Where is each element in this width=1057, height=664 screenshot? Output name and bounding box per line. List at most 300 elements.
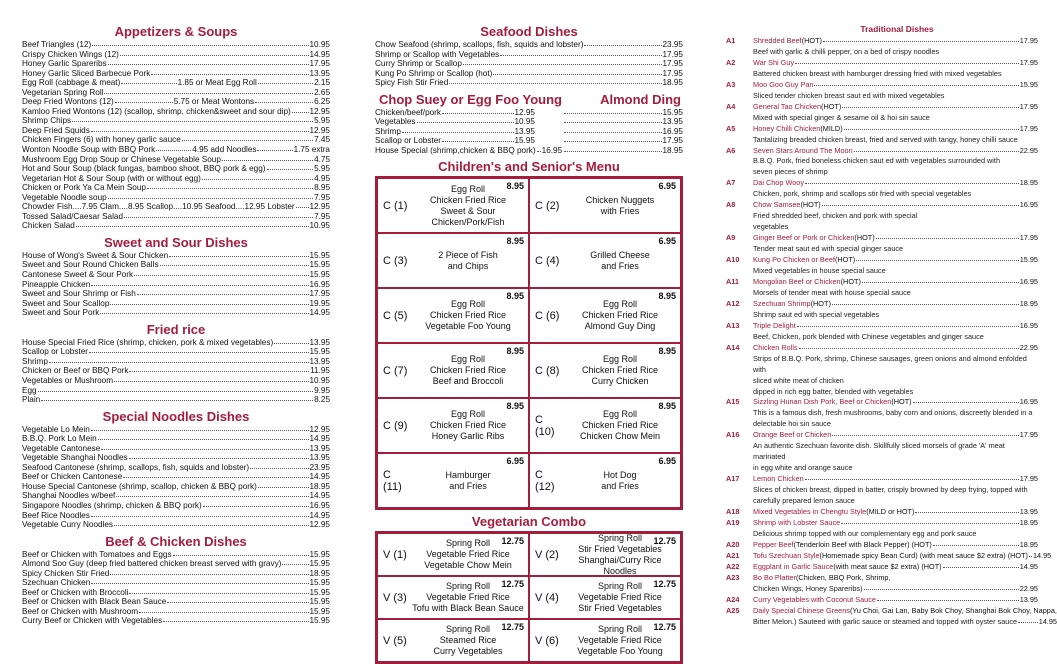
item-name: Chicken Fingers (6) with honey garlic sauce — [22, 135, 181, 145]
almond-ding-row — [563, 127, 683, 137]
item-name: Dai Chop Wooy — [753, 178, 804, 188]
item-name: Chicken Salad — [22, 221, 75, 231]
combo-code: C (10) — [535, 413, 555, 438]
item-price: 17.95 — [309, 289, 330, 299]
leader-dots — [91, 430, 309, 431]
item-price-option: 1.85 or Meat Egg Roll — [177, 78, 257, 88]
item-price: 17.95 — [1019, 123, 1038, 133]
leader-dots — [274, 343, 308, 344]
item-description: Strips of B.B.Q. Pork, shrimp, Chinese sausages, green onions and almond enfolded with — [753, 353, 1027, 374]
item-name: Sweet and Sour Round Chicken Balls — [22, 260, 159, 270]
item-price: 15.95 — [309, 597, 330, 607]
almond-ding-price: 17.95 — [662, 136, 683, 146]
leader-dots — [108, 64, 309, 65]
item-price: 18.95 — [309, 481, 330, 491]
combo-c-9 — [377, 398, 529, 453]
leader-dots — [114, 381, 308, 382]
traditional-item-a12 — [726, 299, 1038, 321]
leader-dots — [564, 151, 662, 152]
combo-item: Egg Roll — [450, 183, 486, 194]
item-name: Mixed Vegetables in Chengtu Style — [753, 506, 867, 516]
traditional-item-a25 — [726, 605, 1057, 628]
section-title-almond-ding: Almond Ding — [600, 91, 681, 107]
combo-code: V (6) — [535, 634, 559, 647]
item-name: Honey Chilli Chicken — [753, 123, 821, 133]
section-title-veg: Vegetarian Combo — [471, 514, 587, 530]
item-description: Bitter Melon.) Sauteed with garlic sauce or steamed and topped with oyster sauce 14.95 — [753, 616, 1057, 626]
leader-dots — [255, 102, 313, 103]
item-note: (Yu Choi, Gai Lan, Baby Bok Choy, Shanghai Bok Choy, Nappa, — [849, 605, 1057, 615]
item-price: 18.95 — [662, 78, 683, 88]
menu-item-row — [22, 550, 330, 560]
section-title-beef-chicken-dishes: Beef & Chicken Dishes — [105, 533, 247, 549]
item-code: A20 — [726, 539, 740, 549]
leader-dots — [72, 121, 313, 122]
item-description: Delicious shrimp topped with our complementary egg and pork sauce — [753, 528, 977, 538]
section-title-special-noodles-dishes: Special Noodles Dishes — [102, 408, 250, 424]
leader-dots — [129, 371, 309, 372]
leader-dots — [832, 304, 1019, 305]
leader-dots — [584, 45, 661, 46]
veg-combo-grid — [375, 531, 683, 664]
item-code: A12 — [726, 298, 740, 308]
item-price: 22.95 — [1019, 342, 1038, 352]
combo-items — [412, 354, 528, 387]
combo-item: Chicken Fried Rice — [429, 194, 507, 205]
item-name: Beef or Chicken Cantonese — [22, 472, 123, 482]
leader-dots — [147, 188, 313, 189]
menu-item-row — [22, 607, 330, 617]
combo-item: Stir Fried Vegetables — [578, 543, 662, 554]
combo-code: C (5) — [383, 309, 408, 322]
leader-dots — [121, 83, 176, 84]
item-price: 19.95 — [309, 298, 330, 308]
leader-dots — [822, 205, 1019, 206]
item-name: Shrimp — [375, 126, 401, 136]
combo-price: 6.95 — [658, 456, 676, 467]
combo-code: C (9) — [383, 419, 408, 432]
traditional-item-a18 — [726, 507, 1038, 518]
combo-item: Chicken Fried Rice — [581, 310, 659, 321]
combo-item: Vegetable Fried Rice — [578, 592, 662, 603]
combo-item: Vegetable Fried Rice — [426, 549, 510, 560]
combo-items — [564, 250, 680, 272]
item-price: 13.95 — [1019, 506, 1038, 516]
item-price: 16.95 — [541, 145, 563, 155]
item-price: 14.95 — [309, 510, 330, 520]
menu-item-row — [22, 520, 330, 530]
item-name: Vegetable Noodle soup — [22, 192, 107, 202]
menu-column-left — [22, 24, 330, 626]
item-name: Sweet and Sour Shrimp or Fish — [22, 289, 136, 299]
combo-item: Egg Roll — [602, 299, 638, 310]
item-price: 13.95 — [309, 453, 330, 463]
item-code: A14 — [726, 342, 740, 352]
menu-item-row — [375, 117, 535, 127]
traditional-item-a8 — [726, 200, 1038, 233]
traditional-item-a24 — [726, 595, 1038, 606]
menu-item-row — [22, 40, 330, 50]
item-name: Vegetarian Hot & Sour Soup (with or without egg) — [22, 173, 201, 183]
combo-price: 6.95 — [506, 456, 524, 467]
traditional-item-a7 — [726, 178, 1038, 200]
item-name: Kung Po Shrimp or Scallop (hot) — [375, 68, 493, 78]
leader-dots — [91, 516, 309, 517]
item-name: Bo Bo Platter — [753, 572, 796, 582]
combo-item: Curry Vegetables — [433, 646, 503, 657]
item-price-option: 4.95 add Noodles — [192, 145, 257, 155]
combo-items — [564, 354, 680, 387]
item-price: 16.95 — [1019, 320, 1038, 330]
combo-item: and Fries — [601, 480, 639, 491]
item-note: (HOT) — [801, 36, 822, 45]
section-title-seafood: Seafood Dishes — [480, 24, 578, 39]
item-price: 9.95 — [314, 385, 330, 395]
item-name: Mongolian Beef or Chicken — [753, 276, 841, 286]
leader-dots — [564, 113, 662, 114]
item-note: (HOT) — [840, 276, 861, 286]
combo-price: 8.95 — [506, 291, 524, 302]
item-name: House Special Fried Rice (shrimp, chicken, pork & mixed vegetables) — [22, 337, 274, 347]
combo-c-5 — [377, 288, 529, 343]
traditional-item-a15 — [726, 397, 1038, 430]
menu-item-row — [22, 164, 330, 174]
item-price: 18.95 — [1019, 298, 1038, 308]
leader-dots — [537, 151, 541, 152]
item-name: Szechuan Chicken — [22, 578, 91, 588]
item-name: Kung Po Chicken or Beef — [753, 255, 835, 265]
item-price: 17.95 — [1019, 36, 1038, 45]
item-name: Honey Garlic Sliced Barbecue Pork — [22, 68, 151, 78]
menu-item-row — [22, 212, 330, 222]
leader-dots — [493, 74, 661, 75]
combo-v-5 — [377, 619, 529, 662]
menu-item-row — [22, 59, 330, 69]
item-name: Sweet and Sour Pork — [22, 308, 100, 318]
menu-item-row — [22, 434, 330, 444]
combo-item: Spring Roll — [597, 581, 643, 592]
leader-dots — [100, 313, 308, 314]
leader-dots — [823, 41, 1019, 42]
menu-item-row — [22, 376, 330, 386]
item-price: 18.95 — [1019, 178, 1038, 188]
menu-item-row — [22, 280, 330, 290]
combo-item: Egg Roll — [450, 299, 486, 310]
item-description: Fried shredded beef, chicken and pork with special — [753, 211, 918, 221]
combo-item: Steamed Rice — [439, 635, 497, 646]
item-name: Cantonese Sweet & Sour Pork — [22, 270, 134, 280]
item-code: A19 — [726, 517, 740, 527]
leader-dots — [805, 479, 1019, 480]
combo-item: Tofu with Black Bean Sauce — [412, 603, 524, 614]
item-price: 15.95 — [309, 549, 330, 559]
item-name: Spicy Chicken Stir Fried — [22, 568, 110, 578]
leader-dots — [104, 93, 313, 94]
menu-item-row — [22, 501, 330, 511]
leader-dots — [41, 400, 313, 401]
item-description: Tantalizing breaded chicken breast, fried and served with tangy, honey chilli sauce — [753, 134, 1018, 144]
item-price: 14.95 — [309, 434, 330, 444]
item-name: Shrimp or Scallop with Vegetables — [375, 49, 500, 59]
leader-dots — [844, 129, 1019, 130]
item-price: 16.95 — [309, 279, 330, 289]
item-price: 15.95 — [309, 616, 330, 626]
item-name: Deep Fried Wontons (12) — [22, 97, 114, 107]
menu-item-row — [22, 395, 330, 405]
combo-item: Egg Roll — [450, 409, 486, 420]
leader-dots — [38, 391, 313, 392]
item-description: Chicken, pork, shrimp and scallops stir fried with special vegetables — [753, 189, 972, 199]
item-name: Beef or Chicken with Black Bean Sauce — [22, 597, 167, 607]
leader-dots — [151, 74, 308, 75]
leader-dots — [856, 260, 1019, 261]
menu-item-row — [22, 88, 330, 98]
combo-item: Almond Guy Ding — [584, 321, 656, 332]
item-name: Triple Delight — [753, 320, 796, 330]
menu-item-row — [22, 569, 330, 579]
menu-item-row — [22, 126, 330, 136]
combo-price: 6.95 — [658, 236, 676, 247]
combo-item: and Chips — [447, 260, 489, 271]
combo-item: 2 Piece of Fish — [438, 249, 498, 260]
leader-dots — [799, 348, 1019, 349]
item-price: 8.25 — [314, 395, 330, 405]
item-name: Tofu Szechuan Style — [753, 550, 820, 560]
leader-dots — [222, 160, 313, 161]
leader-dots — [463, 64, 662, 65]
leader-dots — [124, 217, 313, 218]
item-name: Curry Vegetables with Coconut Sauce — [753, 594, 876, 604]
combo-c-8 — [529, 343, 681, 398]
leader-dots — [115, 102, 173, 103]
item-price: 14.95 — [309, 472, 330, 482]
item-price: 15.95 — [309, 587, 330, 597]
menu-item-row — [22, 338, 330, 348]
combo-item: Vegetable Foo Young — [577, 646, 663, 657]
combo-item: Stir Fried Vegetables — [578, 603, 662, 614]
item-price: 17.95 — [662, 59, 683, 69]
menu-item-row — [22, 588, 330, 598]
item-code: A13 — [726, 320, 740, 330]
item-name: Chicken or Beef or BBQ Pork — [22, 366, 129, 376]
traditional-item-a6 — [726, 146, 1038, 179]
item-price: 23.95 — [309, 462, 330, 472]
item-price: 17.95 — [1019, 101, 1038, 111]
item-name: Vegetable Lo Mein — [22, 424, 90, 434]
menu-item-row — [22, 578, 330, 588]
combo-item: Vegetable Fried Rice — [426, 592, 510, 603]
leader-dots — [202, 179, 313, 180]
item-price: 15.95 — [1019, 255, 1038, 265]
traditional-item-a5 — [726, 124, 1038, 146]
leader-dots — [129, 458, 309, 459]
item-price: 10.95 — [309, 221, 330, 231]
item-name: Chowder Fish....7.95 Clam....8.95 Scallop....10.95 Seafood....12.95 Lobster — [22, 202, 295, 212]
combo-items — [412, 409, 528, 442]
item-price: 4.95 — [314, 173, 330, 183]
item-price: 17.95 — [1019, 57, 1038, 67]
leader-dots — [116, 496, 308, 497]
combo-c-11 — [377, 453, 529, 508]
item-price: 17.95 — [1019, 474, 1038, 484]
item-price: 13.95 — [309, 356, 330, 366]
item-price: 23.95 — [662, 40, 683, 49]
item-code: A17 — [726, 474, 740, 484]
item-name: Vegetables — [375, 117, 416, 127]
item-name: Kamloo Fried Wontons (12) (scallop, shrimp, chicken&sweet and sour dip) — [22, 106, 291, 116]
leader-dots — [841, 523, 1019, 524]
leader-dots — [842, 107, 1018, 108]
menu-item-row — [375, 69, 683, 79]
item-name: Shrimp with Lobster Sauce — [753, 517, 841, 527]
leader-dots — [943, 567, 1019, 568]
item-name: Beef or Chicken with Mushroom — [22, 606, 139, 616]
combo-c-10 — [529, 398, 681, 453]
leader-dots — [564, 141, 662, 142]
item-name: Curry Beef or Chicken with Vegetables — [22, 616, 163, 626]
item-name: Plain — [22, 395, 41, 405]
combo-price: 8.95 — [658, 291, 676, 302]
item-code: A2 — [726, 57, 736, 67]
combo-price: 8.95 — [658, 346, 676, 357]
item-note: (HOT) — [854, 233, 875, 243]
item-note: (HOT) — [810, 298, 831, 308]
combo-price: 6.95 — [658, 181, 676, 192]
traditional-item-a20 — [726, 540, 1038, 551]
combo-code: C (4) — [535, 254, 560, 267]
item-price: 13.95 — [309, 443, 330, 453]
leader-dots — [564, 132, 662, 133]
menu-item-row — [22, 50, 330, 60]
menu-item-row — [22, 174, 330, 184]
menu-column-right — [726, 24, 1057, 627]
item-name: General Tao Chicken — [753, 101, 822, 111]
leader-dots — [795, 63, 1019, 64]
menu-column-middle — [375, 24, 683, 664]
kids-combo-grid — [375, 176, 683, 510]
section-title-chop-suey: Chop Suey or Egg Foo Young — [379, 91, 562, 107]
item-name: Spicy Fish Stir Fried — [375, 78, 449, 88]
item-note: (MILD or HOT) — [866, 506, 915, 516]
leader-dots — [876, 238, 1019, 239]
leader-dots — [877, 600, 1019, 601]
item-price: 17.95 — [309, 59, 330, 69]
traditional-item-a17 — [726, 474, 1038, 507]
item-note: (HOT) — [834, 255, 856, 265]
leader-dots — [110, 304, 308, 305]
combo-item: Spring Roll — [445, 624, 491, 635]
combo-item: Egg Roll — [602, 354, 638, 365]
chop-suey-header — [375, 92, 683, 107]
item-price: 12.95 — [309, 125, 330, 135]
combo-price: 8.95 — [506, 346, 524, 357]
item-name: Beef or Chicken with Tomatoes and Eggs — [22, 549, 172, 559]
item-name: Curry Shrimp or Scallop — [375, 59, 462, 69]
traditional-item-a23 — [726, 573, 1038, 595]
item-description: dipped in rich egg batter, blended with vegetables — [753, 386, 914, 396]
combo-c-2 — [529, 178, 681, 233]
leader-dots — [120, 55, 309, 56]
item-code: A18 — [726, 506, 740, 516]
item-price: 5.95 — [314, 164, 330, 174]
leader-dots — [156, 150, 191, 151]
item-price: 22.95 — [1019, 145, 1038, 155]
menu-item-row — [22, 116, 330, 126]
combo-c-7 — [377, 343, 529, 398]
combo-item: Honey Garlic Ribs — [431, 431, 505, 442]
item-price: 7.95 — [314, 192, 330, 202]
combo-price: 12.75 — [653, 579, 676, 590]
leader-dots — [449, 83, 661, 84]
menu-item-row — [22, 463, 330, 473]
leader-dots — [913, 402, 1019, 403]
item-name: Eggplant in Garlic Sauce — [753, 561, 834, 571]
item-code: A15 — [726, 397, 740, 407]
item-code: A10 — [726, 255, 740, 265]
combo-price: 12.75 — [653, 622, 676, 633]
menu-item-row — [22, 482, 330, 492]
menu-item-row — [22, 472, 330, 482]
item-price: 14.95 — [309, 49, 330, 59]
section-title-fried-rice: Fried rice — [146, 321, 206, 337]
combo-code: C (7) — [383, 364, 408, 377]
leader-dots — [91, 285, 308, 286]
leader-dots — [915, 512, 1018, 513]
item-note: (HOT) — [891, 397, 912, 407]
item-price: 15.95 — [309, 578, 330, 588]
item-name: Egg Roll (cabbage & meat) — [22, 78, 121, 88]
item-name: House Special (shrimp,chicken & BBQ pork) — [375, 145, 536, 155]
item-name: War Shi Guy — [753, 57, 795, 67]
chop-suey-list — [375, 108, 683, 156]
leader-dots — [203, 506, 309, 507]
menu-item-row — [22, 299, 330, 309]
combo-v-4 — [529, 576, 681, 619]
item-name: Lemon Chicken — [753, 474, 804, 484]
item-code: A5 — [726, 123, 736, 133]
combo-item: Egg Roll — [450, 354, 486, 365]
item-price: 14.95 — [1032, 550, 1052, 560]
item-price: 1.75 extra — [293, 145, 330, 155]
leader-dots — [123, 477, 308, 478]
menu-item-row — [22, 193, 330, 203]
almond-ding-price: 18.95 — [662, 145, 683, 155]
item-price: 12.95 — [309, 106, 330, 116]
almond-ding-row — [563, 146, 683, 156]
item-price: 12.95 — [514, 107, 535, 117]
leader-dots — [98, 439, 309, 440]
leader-dots — [92, 45, 308, 46]
traditional-item-a1 — [726, 36, 1038, 58]
item-price: 15.95 — [514, 136, 535, 146]
item-name: Beef Rice Noodles — [22, 510, 90, 520]
combo-items — [564, 195, 680, 217]
leader-dots — [417, 122, 514, 123]
item-price: 22.95 — [1019, 583, 1038, 593]
menu-item-row — [22, 425, 330, 435]
item-code: A22 — [726, 561, 740, 571]
item-name: Chow Seafood (shrimp, scallops, fish, squids and lobster) — [375, 40, 584, 49]
item-description: Shrimp saut ed with special vegetables — [753, 309, 880, 319]
item-code: A1 — [726, 36, 736, 45]
combo-item: with Fries — [600, 205, 640, 216]
leader-dots — [101, 449, 308, 450]
item-name: Crispy Chicken Wings (12) — [22, 49, 119, 59]
combo-code: C (12) — [535, 468, 555, 493]
leader-dots — [296, 207, 309, 208]
item-code: A4 — [726, 101, 736, 111]
menu-item-row — [22, 270, 330, 280]
